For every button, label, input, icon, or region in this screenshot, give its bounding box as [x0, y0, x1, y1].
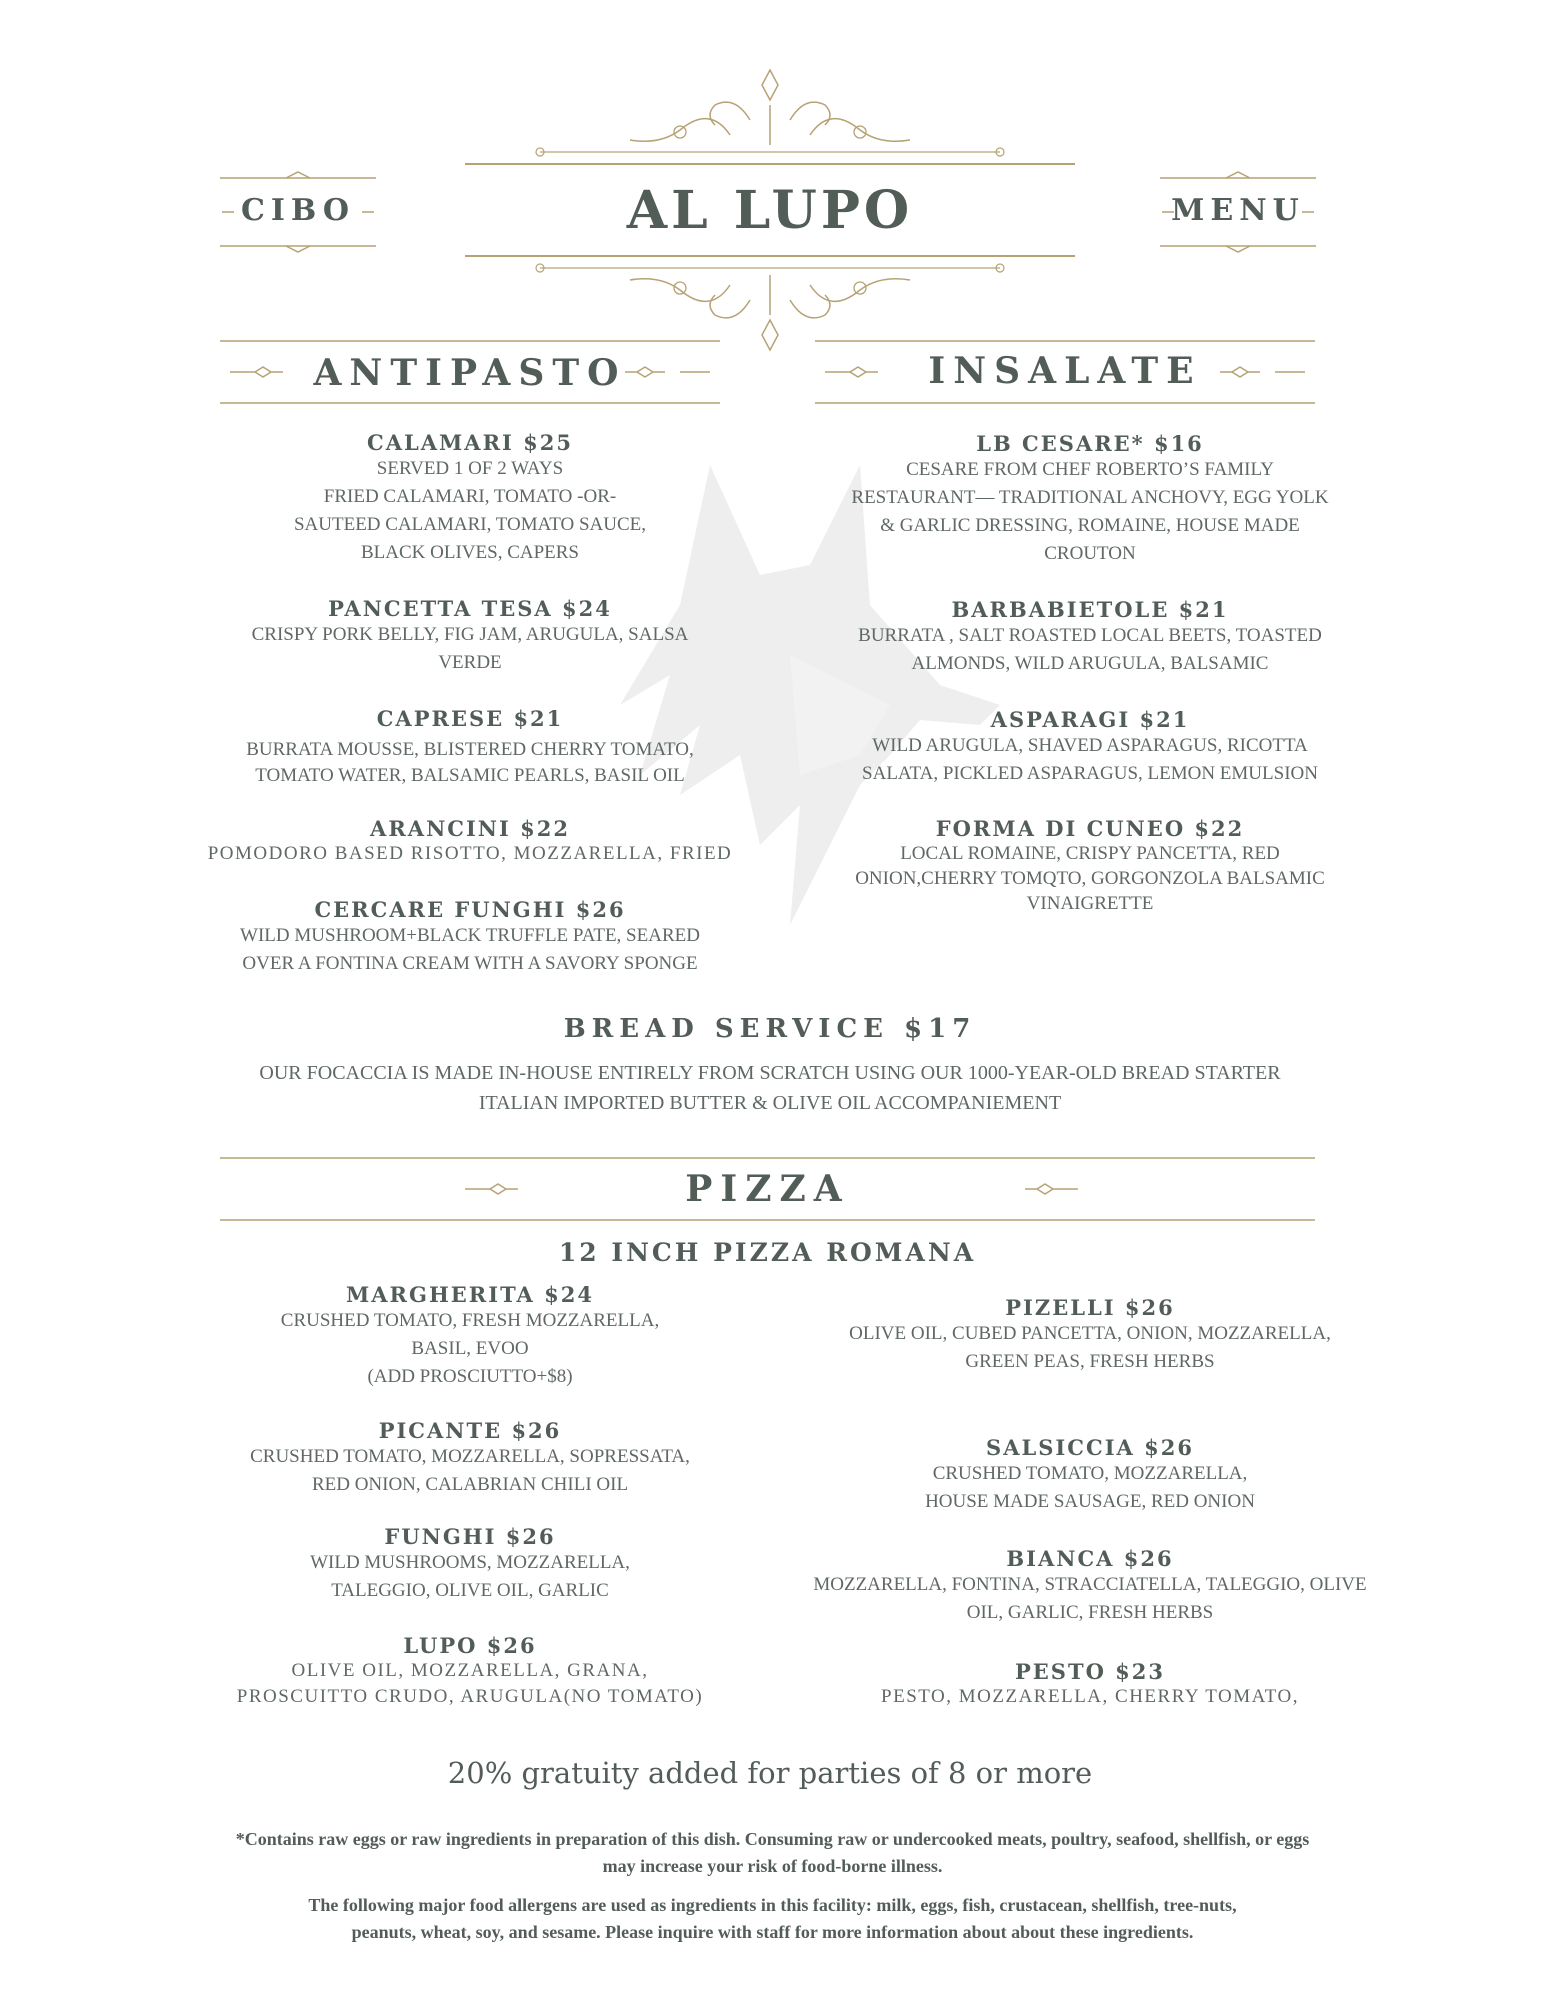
item-name: BARBABIETOLE $21	[951, 597, 1229, 622]
item-name: CALAMARI $25	[366, 430, 574, 455]
item-desc-line: OVER A FONTINA CREAM WITH A SAVORY SPONGE	[242, 953, 698, 974]
item-desc-line: POMODORO BASED RISOTTO, MOZZARELLA, FRIED	[207, 843, 733, 864]
item-desc-line: TALEGGIO, OLIVE OIL, GARLIC	[331, 1580, 609, 1601]
item-desc-line: BLACK OLIVES, CAPERS	[361, 542, 579, 563]
item-desc-line: TOMATO WATER, BALSAMIC PEARLS, BASIL OIL	[255, 765, 685, 786]
gratuity-notice: 20% gratuity added for parties of 8 or more	[447, 1756, 1093, 1790]
item-desc-line: & GARLIC DRESSING, ROMAINE, HOUSE MADE	[880, 515, 1300, 536]
item-desc-line: MOZZARELLA, FONTINA, STRACCIATELLA, TALEGGIO, OLIVE	[813, 1574, 1367, 1595]
item-desc-line: SALATA, PICKLED ASPARAGUS, LEMON EMULSION	[862, 763, 1318, 784]
pizza-item-funghi	[180, 1524, 760, 1605]
item-desc-line: CRUSHED TOMATO, FRESH MOZZARELLA,	[280, 1310, 660, 1331]
item-desc-line: CRUSHED TOMATO, MOZZARELLA,	[932, 1463, 1248, 1484]
notice-line: *Contains raw eggs or raw ingredients in preparation of this dish. Consuming raw or undercooked meats, poultry, seafood, shellfish, or eggs	[235, 1829, 1310, 1849]
pizza-item-bianca	[780, 1546, 1400, 1627]
item-desc-line: SAUTEED CALAMARI, TOMATO SAUCE,	[293, 514, 647, 535]
item-name: FORMA DI CUNEO $22	[935, 816, 1245, 841]
item-desc-line: BURRATA , SALT ROASTED LOCAL BEETS, TOASTED	[858, 625, 1322, 646]
item-desc-line: WILD MUSHROOM+BLACK TRUFFLE PATE, SEARED	[240, 925, 700, 946]
item-name: PIZELLI $26	[1005, 1295, 1175, 1320]
notice-line: The following major food allergens are used as ingredients in this facility: milk, eggs, fish, crustacean, shellfish, tree-nuts,	[308, 1895, 1237, 1915]
item-name: BIANCA $26	[1006, 1546, 1174, 1571]
item-desc-line: CROUTON	[1044, 543, 1136, 564]
pizza-item-margherita	[180, 1282, 760, 1391]
notice-line: may increase your risk of food-borne illness.	[602, 1856, 943, 1876]
bread-desc-line: ITALIAN IMPORTED BUTTER & OLIVE OIL ACCOMPANIEMENT	[478, 1092, 1062, 1114]
raw-food-notice	[100, 1826, 1445, 1880]
item-desc-line: CRUSHED TOMATO, MOZZARELLA, SOPRESSATA,	[250, 1446, 690, 1467]
pizza-item-salsiccia	[800, 1435, 1380, 1516]
pizza-item-picante	[180, 1418, 760, 1499]
bread-desc-line: OUR FOCACCIA IS MADE IN-HOUSE ENTIRELY FROM SCRATCH USING OUR 1000-YEAR-OLD BREAD STARTER	[259, 1062, 1281, 1084]
item-desc-line: ONION,CHERRY TOMQTO, GORGONZOLA BALSAMIC	[855, 868, 1325, 889]
pizza-item-pizelli	[800, 1295, 1380, 1376]
item-desc-line: WILD ARUGULA, SHAVED ASPARAGUS, RICOTTA	[872, 735, 1308, 756]
item-desc-line: CRISPY PORK BELLY, FIG JAM, ARUGULA, SALSA	[251, 624, 689, 645]
insalate-title: INSALATE	[928, 350, 1202, 392]
item-desc-line: RED ONION, CALABRIAN CHILI OIL	[311, 1474, 629, 1495]
item-name: PESTO $23	[1014, 1659, 1166, 1684]
item-name: CAPRESE $21	[376, 706, 564, 731]
insalate-item-asparagi	[800, 707, 1380, 788]
item-name: MARGHERITA $24	[346, 1282, 594, 1307]
item-name: FUNGHI $26	[384, 1524, 556, 1549]
item-desc-line: CESARE FROM CHEF ROBERTO’S FAMILY	[906, 459, 1274, 480]
item-name: LB CESARE* $16	[976, 431, 1204, 456]
bread-service	[180, 1014, 1360, 1118]
antipasto-item-arancini	[180, 816, 760, 867]
antipasto-item-pancetta	[180, 596, 760, 677]
antipasto-item-calamari	[180, 430, 760, 567]
insalate-item-barbabietole	[800, 597, 1380, 678]
insalate-item-forma-di-cuneo	[800, 816, 1380, 916]
item-desc-line: SERVED 1 OF 2 WAYS	[376, 458, 564, 479]
item-desc-line: WILD MUSHROOMS, MOZZARELLA,	[310, 1552, 630, 1573]
item-desc-line: OLIVE OIL, MOZZARELLA, GRANA,	[291, 1660, 649, 1681]
item-name: PANCETTA TESA $24	[328, 596, 612, 621]
allergen-notice	[100, 1892, 1445, 1946]
notice-line: peanuts, wheat, soy, and sesame. Please inquire with staff for more information about about these ingredients.	[351, 1922, 1194, 1942]
antipasto-title: ANTIPASTO	[313, 352, 627, 394]
item-name: SALSICCIA $26	[986, 1435, 1194, 1460]
item-desc-line: RESTAURANT— TRADITIONAL ANCHOVY, EGG YOLK	[851, 487, 1329, 508]
item-desc-line: BASIL, EVOO	[411, 1338, 529, 1359]
item-desc-line: OIL, GARLIC, FRESH HERBS	[966, 1602, 1214, 1623]
item-desc-line: FRIED CALAMARI, TOMATO -OR-	[323, 486, 617, 507]
item-name: CERCARE FUNGHI $26	[314, 897, 626, 922]
item-desc-line: GREEN PEAS, FRESH HERBS	[965, 1351, 1215, 1372]
item-desc-line: (ADD PROSCIUTTO+$8)	[367, 1366, 573, 1387]
antipasto-item-cercare-funghi	[180, 897, 760, 978]
item-desc-line: VERDE	[438, 652, 502, 673]
bread-title: BREAD SERVICE $17	[563, 1014, 977, 1044]
item-name: ARANCINI $22	[370, 816, 570, 841]
item-desc-line: PESTO, MOZZARELLA, CHERRY TOMATO,	[881, 1686, 1299, 1707]
left-label: CIBO	[241, 193, 355, 228]
pizza-title: PIZZA	[685, 1168, 850, 1210]
item-name: PICANTE $26	[378, 1418, 562, 1443]
insalate-item-cesare	[800, 431, 1380, 568]
item-desc-line: OLIVE OIL, CUBED PANCETTA, ONION, MOZZARELLA,	[849, 1323, 1331, 1344]
pizza-subtitle: 12 INCH PIZZA ROMANA	[558, 1238, 977, 1267]
pizza-item-lupo	[180, 1633, 760, 1710]
top-ornament	[460, 60, 1080, 170]
item-desc-line: VINAIGRETTE	[1026, 893, 1154, 914]
item-desc-line: PROSCUITTO CRUDO, ARUGULA(NO TOMATO)	[236, 1686, 704, 1707]
item-desc-line: LOCAL ROMAINE, CRISPY PANCETTA, RED	[900, 843, 1280, 864]
page-title: AL LUPO	[626, 180, 914, 241]
right-label: MENU	[1171, 193, 1305, 228]
item-desc-line: ALMONDS, WILD ARUGULA, BALSAMIC	[911, 653, 1269, 674]
item-name: LUPO $26	[403, 1633, 537, 1658]
antipasto-item-caprese	[180, 706, 760, 789]
item-desc-line: BURRATA MOUSSE, BLISTERED CHERRY TOMATO,	[246, 739, 694, 760]
item-desc-line: HOUSE MADE SAUSAGE, RED ONION	[925, 1491, 1255, 1512]
item-name: ASPARAGI $21	[990, 707, 1190, 732]
pizza-item-pesto	[800, 1659, 1380, 1710]
